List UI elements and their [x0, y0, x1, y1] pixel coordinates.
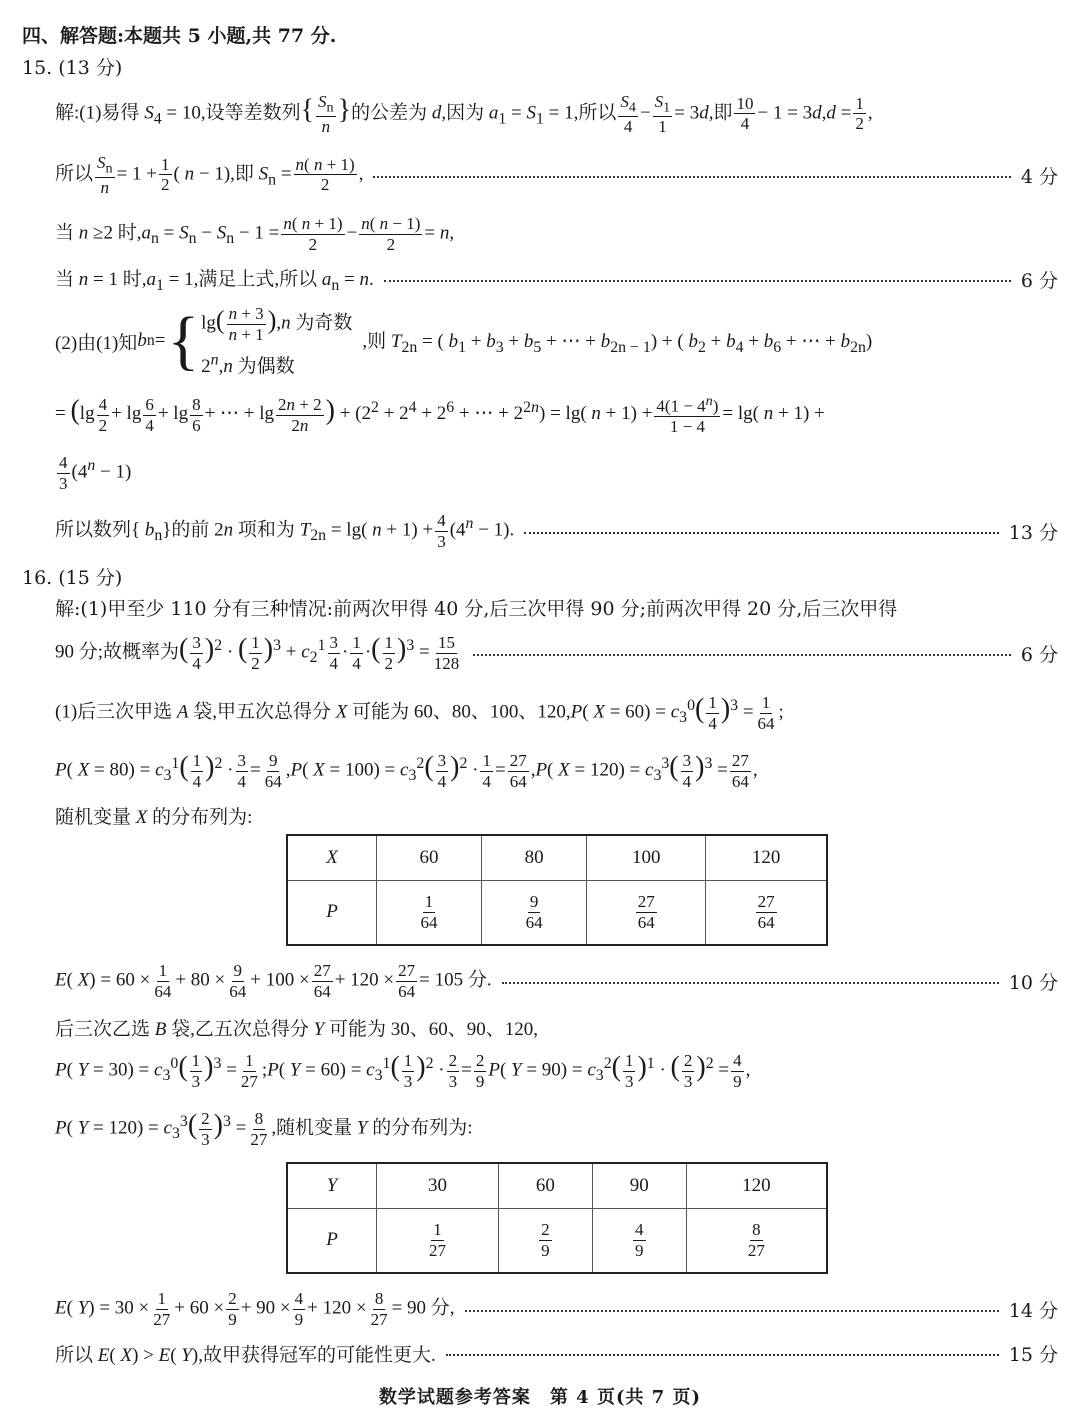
q16-line-4: P( $X = 80) = c_3^1$( $\frac{1}{4}$ )$^2$ · $\frac{3}{4}$ = $\frac{9}{64}$ ,P( $X = 100) = c_3^2$( $\frac{3}{4}$ )$^2$ · $\frac{1}{4}$ = $\frac{27}{64}$ ,P( $X = 120) = c_3^3$( $\frac{3}{4}$ )$^3$ = $\frac{27}{64}$ , [55, 750, 758, 791]
q15-line-7: $\frac{4}{3}$ $(4^n - 1)$ [59, 452, 132, 493]
table-x-head-0: X [287, 835, 377, 880]
table-x-cell: $\frac{1}{64}$ [377, 880, 482, 945]
leader-dots [446, 1354, 999, 1356]
q16-line-1: 解:(1)甲至少 110 分有三种情况:前两次甲得 40 分,后三次甲得 90 分;前两次甲得 20 分,后三次甲得 [55, 597, 898, 620]
q15-score-3: 13 分 [1008, 521, 1058, 544]
q15-line-5: (2)由(1)知 b n = { lg( $\frac{n + 3}{n + 1}$ ),n 为奇数 2$^n$,n 为偶数 ,则 $T_{2n}$ = ( $b_1 + b_3 + b_5$ + ⋯ + $b_{2n - 1}$) + ( $b_2 + b_4 + b_6$ + ⋯ + $b_{2n}$) [55, 304, 873, 377]
table-y-cell: $\frac{4}{9}$ [592, 1208, 686, 1273]
q16-line-7: 后三次乙选 B 袋,乙五次总得分 Y 可能为 30、60、90、120, [55, 1018, 538, 1040]
q16-line-10: E( Y) = 30 × $\frac{1}{27}$ + 60 × $\frac{2}{9}$ + 90 × $\frac{4}{9}$ + 120 × $\frac{8}{27}$ = 90 分, 14 分 [55, 1288, 1058, 1329]
q16-score-2: 10 分 [1008, 971, 1058, 994]
q15-heading: 15. (13 分) [22, 56, 123, 79]
q16-line-6: E( X) = 60 × $\frac{1}{64}$ + 80 × $\frac{9}{64}$ + 100 × $\frac{27}{64}$ + 120 × $\frac{27}{64}$ = 105 分. 10 分 [55, 960, 1058, 1001]
distribution-table-x [286, 834, 828, 946]
q16-line-11: 所以 E( X) > E( Y),故甲获得冠军的可能性更大. 15 分 [55, 1338, 1058, 1368]
table-y-head-2: 60 [499, 1163, 593, 1208]
q15-line-2: 所以 $\frac{S_n}{n}$ = 1 + $\frac{1}{2}$ ( n − 1),即 $S_n$ = $\frac{n( n + 1)}{2}$ , 4 分 [55, 152, 1058, 197]
q16-line-3: (1)后三次甲选 A 袋,甲五次总得分 X 可能为 60、80、100、120,P( $X = 60) = c_3^0$( $\frac{1}{4}$ )$^3$ = $\frac{1}{64}$ ; [55, 692, 784, 733]
section-header: 四、解答题:本题共 5 小题,共 77 分. [22, 24, 337, 47]
table-y-head-0: Y [287, 1163, 377, 1208]
q15-line-6: = (lg $\frac{4}{2}$ + lg $\frac{6}{4}$ + lg $\frac{8}{6}$ + ⋯ + lg $\frac{2n + 2}{2n}$ ) + ($2^2 + 2^4 + 2^6$ + ⋯ + $2^{2n}) = \lg$( n + 1) + $\frac{4(1 - 4^n)}{1 - 4}$ = lg( n + 1) + [55, 393, 825, 437]
table-y-head-4: 120 [686, 1163, 827, 1208]
leader-dots [465, 1310, 999, 1312]
table-y-cell: $\frac{8}{27}$ [686, 1208, 827, 1273]
distribution-table-y [286, 1162, 828, 1274]
table-y-cell: $\frac{2}{9}$ [499, 1208, 593, 1273]
table-x-row-label: P [287, 880, 377, 945]
table-x-cell: $\frac{27}{64}$ [706, 880, 827, 945]
q15-line-8: 所以数列{ $b_n$}的前 2n 项和为 $T_{2n} = \lg$( n + 1) + $\frac{4}{3}$ $(4^n - 1)$. 13 分 [55, 510, 1058, 551]
q16-line-2: 90 分;故概率为( $\frac{3}{4}$ )$^2$ · ( $\frac{1}{2}$ )$^3 + c_2^1$ $\frac{3}{4}$ · $\frac{1}{4}$ ·( $\frac{1}{2}$ )$^3$ = $\frac{15}{128}$ 6 分 [55, 632, 1058, 673]
q16-score-1: 6 分 [1020, 643, 1058, 666]
q15-line-4: 当 n = 1 时$,a_1 = 1$,满足上式,所以 $a_n = n$. 6 分 [55, 264, 1058, 294]
q16-line-8: P( $Y = 30) = c_3^0$( $\frac{1}{3}$ )$^3$ = $\frac{1}{27}$ ;P( $Y = 60) = c_3^1$( $\frac{1}{3}$ )$^2$ · $\frac{2}{3}$ = $\frac{2}{9}$ P( $Y = 90) = c_3^2$( $\frac{1}{3}$ )$^1$ · ( $\frac{2}{3}$ )$^2$ = $\frac{4}{9}$ , [55, 1050, 751, 1091]
q15-line-1: 解:(1)易得 $S_4 = 10$,设等差数列{ $\frac{S_n}{n}$ }的公差为 d,因为 $a_1 = S_1 = 1$,所以 $\frac{S_4}{4}$ − $\frac{S_1}{1}$ = 3d,即 $\frac{10}{4}$ − 1 = 3d,d = $\frac{1}{2}$ , [55, 91, 873, 136]
q15-score-1: 4 分 [1020, 165, 1058, 188]
q16-line-5: 随机变量 X 的分布列为: [55, 806, 253, 828]
leader-dots [502, 982, 999, 984]
table-x-head-3: 100 [587, 835, 706, 880]
q16-score-3: 14 分 [1008, 1299, 1058, 1322]
table-x-head-4: 120 [706, 835, 827, 880]
table-x-cell: $\frac{27}{64}$ [587, 880, 706, 945]
table-y-head-1: 30 [377, 1163, 499, 1208]
q15-score-2: 6 分 [1020, 269, 1058, 292]
page-footer: 数学试题参考答案 第 4 页(共 7 页) [378, 1387, 702, 1408]
leader-dots [524, 532, 999, 534]
table-x-head-1: 60 [377, 835, 482, 880]
q16-line-9: P( $Y = 120) = c_3^3$( $\frac{2}{3}$ )$^3$ = $\frac{8}{27}$ ,随机变量 Y 的分布列为: [55, 1108, 473, 1149]
table-y-head-3: 90 [592, 1163, 686, 1208]
table-y-cell: $\frac{1}{27}$ [377, 1208, 499, 1273]
leader-dots [373, 176, 1010, 178]
table-x-cell: $\frac{9}{64}$ [482, 880, 587, 945]
leader-dots [473, 654, 1011, 656]
q15-line-3: 当 n ≥2 时$,a_n = S_n - S_n - 1$ = $\frac{n( n + 1)}{2}$ − $\frac{n( n - 1)}{2}$ = n, [55, 213, 455, 254]
q16-heading: 16. (15 分) [22, 566, 123, 589]
q16-score-4: 15 分 [1008, 1343, 1058, 1366]
leader-dots [384, 280, 1011, 282]
table-y-row-label: P [287, 1208, 377, 1273]
table-x-head-2: 80 [482, 835, 587, 880]
